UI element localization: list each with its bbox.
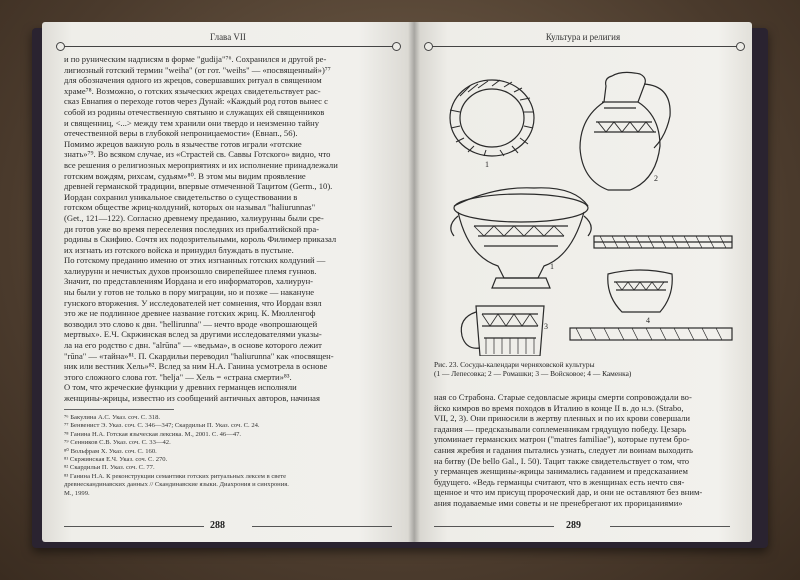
text-line: гадания — предсказывали соплеменникам грядущую победу. Цезарь: [434, 423, 686, 434]
text-line: для обозначения одного из жрецов, совершавших ритуал в священном: [64, 75, 322, 86]
text-line: (Get., 121—122). Согласно древнему преданию, халиурунны были сре-: [64, 212, 324, 223]
text-line: храме⁷⁸. Возможно, о готских языческих жрецах свидетельствует рас-: [64, 85, 321, 96]
footnotes: [64, 414, 402, 498]
header-ornament: [392, 42, 401, 51]
folio-rule: [610, 526, 730, 527]
jug-drawing: [580, 72, 670, 190]
text-line: будущего. «Ведь германцы считают, что в женщинах есть нечто свя-: [434, 476, 685, 487]
chalice-drawing: [451, 188, 591, 288]
folio-rule: [252, 526, 392, 527]
text-line: Помимо жрецов важную роль в язычестве готов играли «готские: [64, 138, 302, 149]
running-header: Культура и религия: [545, 32, 621, 42]
left-page: [42, 22, 414, 542]
text-line: сания жребия и гадания пытались узнать, следует ли воинам выходить: [434, 444, 693, 455]
text-line: это же не подлинное древнее название готских жриц. К. Мюлленгоф: [64, 308, 316, 319]
text-line: женщины-жрицы, известно из сообщений античных авторов, начиная: [64, 393, 320, 403]
figure-caption: [434, 360, 744, 379]
text-line: "rūna" — «тайна»⁸¹. П. Скардильи переводил "haliurunna" как «посвящен-: [64, 350, 334, 361]
text-line: ник или вестник Хель»⁸². Вслед за ним Н.А. Ганина усмотрела в основе: [64, 361, 328, 372]
text-line: этого сложного слова гот. "helja" — Хель = «страна смерти»⁸³.: [64, 371, 292, 382]
text-line: родины в Скифию. Сочтя их подозрительными, король Филимер приказал: [64, 234, 337, 245]
text-line: Значит, по представлениям Иордана и его информаторов, халиурун-: [64, 276, 314, 287]
caption-line: (1 — Лепесовка; 2 — Ромашки; 3 — Войсковое; 4 — Каменка): [434, 369, 632, 379]
text-line: мертвых». Е.Ч. Скржинская вслед за другими исследователями указы-: [64, 329, 322, 340]
header-rule: [428, 46, 740, 47]
figure-label: 4: [646, 316, 650, 325]
text-line: упоминает германских матрон ("matres familiae"), которые путем бро-: [434, 434, 690, 445]
pottery-figure: [434, 56, 734, 356]
header-ornament: [56, 42, 65, 51]
text-line: и священниц, <...> между тем хранили они твердо и неизменно тайну: [64, 117, 319, 128]
text-line: ны были у готов не только в пору миграции, но и позже — накануне: [64, 287, 315, 298]
footnote-line: ⁷⁹ Сенников С.В. Указ. соч. С. 33—42.: [64, 439, 171, 447]
text-line: и по руническим надписям в форме "gudija"⁷⁶. Сохранился и другой ре-: [64, 54, 327, 64]
text-line: готском обществе жриц-колдуний, которых он называл "haliurunnas": [64, 202, 316, 213]
text-line: собой из родины отечественную святыню и служащих ей священников: [64, 106, 325, 117]
folio-rule: [434, 526, 554, 527]
pattern-strip-drawing: [570, 328, 732, 340]
text-line: По готскому преданию именно от этих изгнанных готских колдуний —: [64, 255, 326, 266]
header-rule: [60, 46, 396, 47]
text-line: гунского вторжения. У исследователей нет сомнения, что Иордан взял: [64, 297, 322, 308]
text-line: ная со Страбона. Старые седовласые жрицы смерти сопровождали во-: [434, 392, 692, 402]
body-text: [64, 54, 402, 404]
footnote-line: М., 1999.: [64, 489, 90, 497]
footnote-line: ⁸³ Ганина Н.А. К реконструкции семантики готских ритуальных лексем в свете: [64, 472, 287, 480]
page-number: 289: [566, 520, 581, 531]
text-line: древней германской традиции, впервые отмеченной Тацитом (Germ., 10).: [64, 181, 333, 192]
text-line: готским вождям, рихсам, судьям»⁸⁰. В этом мы видим проявление: [64, 170, 306, 181]
footnote-line: ⁸¹ Скржинская Е.Ч. Указ. соч. С. 270.: [64, 456, 168, 464]
mug-drawing: [461, 306, 544, 356]
footnote-line: ⁷⁷ Бенвенист Э. Указ. соч. С. 346—347; Скардильи П. Указ. соч. С. 24.: [64, 422, 260, 430]
pattern-strip-drawing: [594, 236, 732, 248]
text-line: лигиозный готский термин "weiha" (от гот. "weihs" — «посвященный»)⁷⁷: [64, 64, 331, 75]
caption-line: Рис. 23. Сосуды-календари черняховской культуры: [434, 360, 595, 369]
figure-label: 2: [654, 174, 658, 183]
text-line: ла на его родство с двн. "alrūna" — «ведьма», в основе которого лежит: [64, 340, 322, 351]
footnote-line: ⁷⁶ Бакулина А.С. Указ. соч. С. 318.: [64, 414, 161, 421]
text-line: их изгнать из готского войска и принудил блуждать в пустыне.: [64, 244, 294, 255]
text-line: возводил это слово к двн. "hellirunna" — нечто вроде «вопрошающей: [64, 318, 318, 329]
text-line: знать»⁷⁹. Во всяком случае, из «Страстей св. Саввы Готского» видно, что: [64, 149, 331, 160]
page-number: 288: [210, 520, 225, 531]
text-line: VII, 2, 3). Они приносили в жертву пленных и по их крови совершали: [434, 413, 691, 424]
folio-rule: [64, 526, 204, 527]
running-header: Глава VII: [210, 32, 246, 42]
text-line: все решения о религиозных мероприятиях и их исполнение принадлежали: [64, 159, 338, 170]
figure-label: 1: [550, 262, 554, 271]
footnote-line: ⁸⁰ Вольфрам Х. Указ. соч. С. 160.: [64, 447, 157, 455]
text-line: у германцев женщины-жрицы занимались гаданием и предсказанием: [434, 466, 688, 477]
text-line: Иордан сохранил уникальное свидетельство о существовании в: [64, 191, 298, 202]
text-line: халиурунн и нечистых духов произошло свирепейшее племя гуннов.: [64, 265, 317, 276]
figure-label: 3: [544, 322, 548, 331]
text-line: щенное и что им присущ пророческий дар, и они не оставляют без вним-: [434, 487, 703, 498]
text-line: отечественной веры в глубокой непроницаемости» (Евнап., 56).: [64, 128, 298, 139]
text-line: ания подаваемые ими советы и не пренебрегают их прорицаниями»: [434, 497, 683, 508]
footnote-line: ⁸² Скардильи П. Указ. соч. С. 77.: [64, 464, 155, 472]
footnote-line: древнескандинавских данных // Скандинавские языки. Диахрония и синхрония.: [64, 481, 289, 489]
header-ornament: [736, 42, 745, 51]
text-line: сказ Евнапия о переходе готов через Дунай: «Каждый род готов вынес с: [64, 96, 328, 107]
header-ornament: [424, 42, 433, 51]
ring-bowl-drawing: [450, 80, 534, 156]
body-text: [434, 392, 740, 509]
figure-label: 1: [485, 160, 489, 169]
text-line: О том, что жреческие функции у древних германцев исполняли: [64, 382, 297, 393]
footnote-line: ⁷⁸ Ганина Н.А. Готская языческая лексика. М., 2001. С. 46—47.: [64, 430, 242, 438]
right-page: [414, 22, 752, 542]
footnote-rule: [64, 409, 174, 410]
text-line: ди готов уже во время переселения последних из прибалтийской пра-: [64, 223, 319, 234]
small-bowl-drawing: [608, 270, 672, 312]
text-line: на битву (De bello Gal., I. 50). Тацит также свидетельствует о том, что: [434, 455, 690, 466]
text-line: йско кимров во время походов в Италию в конце II в. до н.э. (Strabo,: [434, 402, 684, 413]
book-gutter: [408, 22, 420, 542]
